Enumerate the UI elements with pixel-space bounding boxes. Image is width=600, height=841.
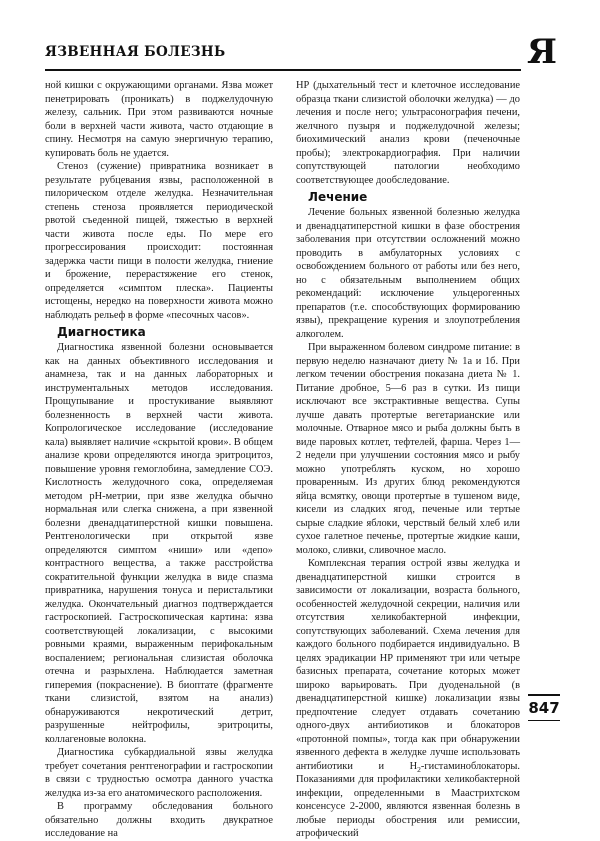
paragraph: Стеноз (сужение) привратника возникает в результате рубцевания язвы, расположенной в пилорическом отделе желудка. Незначительная степень стеноза проявляется периодической рвотой съеденной пищей, тяжестью в верхней части живота после еды. По мере его прогрессирования происходит: постоянная задержка части пищи в полости желудка, гниение и брожение, перерастяжение его стенок, определяется «симптом плеска». Пациенты истощены, нередко на поверхности живота можно наблюдать рельеф в форме «песочных часов». — [45, 161, 273, 321]
section-heading-diagnostics: Диагностика — [57, 325, 146, 339]
page-number-rule-bottom — [528, 720, 560, 722]
left-column — [45, 79, 273, 841]
right-column — [296, 79, 520, 841]
section-letter: Я — [527, 32, 557, 72]
paragraph: НР (дыхательный тест и клеточное исследование образца ткани слизистой оболочки желудка) — до лечения и после него; ультрасонография печени, желчного пузыря и поджелудочной железы; биохимический анализ крови (печеночные пробы); электрокардиография. При наличии сопутствующей патологии необходимо соответствующее дообследование. — [296, 80, 520, 186]
paragraph: В программу обследования больного обязательно должны входить двукратное исследование на — [45, 801, 273, 839]
text-run: Комплексная терапия острой язвы желудка и двенадцатиперстной кишки строится в зависимости от локализации, возраста больного, особенностей желудочной секреции, наличия или отсутствия хеликобактерной инфекции, сопутствующих заболеваний. Схема лечения для каждого больного подбирается индивидуально. В целях эрадикации НР применяют три или четыре базисных препарата, сочетание которых может широко варьировать. При дуоденальной (в двенадцатиперстной кишке) локализации язвы предпочтение следует отдавать сочетанию одного-двух антибиотиков и блокаторов «протонной помпы», тогда как при обнаружении язвенного дефекта в желудке лучше использовать антибиотики и Н — [296, 558, 520, 772]
page-number: 847 — [528, 698, 560, 717]
subscript: 2 — [417, 764, 421, 774]
text-run: -гистаминоблокаторы. Показаниями для профилактики хеликобактерной инфекции, определенными в Маастрихтском консенсусе 2-2000, являются язвенная болезнь в любые периоды обострения или ремиссии, атрофический — [296, 760, 520, 839]
paragraph — [296, 557, 520, 841]
header-rule — [45, 69, 521, 71]
paragraph: ной кишки с окружающими органами. Язва может пенетрировать (проникать) в поджелудочную железу, сальник. При этом развиваются ночные боли в верхней части живота, часто отдающие в спину. Несмотря на самую энергичную терапию, купировать боль не удается. — [45, 80, 273, 159]
running-header-title: ЯЗВЕННАЯ БОЛЕЗНЬ — [45, 44, 226, 60]
paragraph: При выраженном болевом синдроме питание: в первую неделю назначают диету № 1а и 1б. При легком течении обострения показана диета № 1. Питание дробное, 5—6 раз в сутки. Из пищи исключают все экстрактивные вещества. Супы лучше давать протертые вегетарианские или молочные. Отварное мясо и рыба должны быть в виде паровых котлет, тефтелей, фарша. Через 1—2 недели при улучшении состояния мясо и рыбу можно употреблять куском, но хорошо проваренным. Из других блюд рекомендуются яйца всмятку, овощи протертые в тушеном виде, кисели из сладких ягод, печеные или тертые сырые сладкие яблоки, черствый белый хлеб или сухое галетное печенье, протертые жидкие каши, молоко, сливки, сливочное масло. — [296, 342, 520, 556]
paragraph: Диагностика язвенной болезни основывается как на данных объективного исследования и анамнеза, так и на данных лабораторных и инструментальных методов исследования. Прощупывание и простукивание выявляют болезненность в верхней части живота. Копрологическое исследование (исследование кала) выявляет наличие «скрытой крови». В общем анализе крови определяются иногда эритроцитоз, повышение уровня гемоглобина, замедление СОЭ. Кислотность желудочного сока, определяемая методом рН-метрии, при язве желудка обычно нормальная или слегка снижена, а при язвенной болезни двенадцатиперстной кишки повышена. Рентгенологически при открытой язве определяются симптом «ниши» или «депо» контрастного вещества, а также расстройства сократительной функции желудка в виде спазма привратника, нарушения тонуса и перистальтики желудка. Окончательный диагноз подтверждается гастроскопией. Гастроскопическая картина: язва соответствующей локализации, с высокими ровными краями, выраженным перифокальным воспалением; региональная слизистая оболочка отечна и разрыхлена. Наблюдается заметная гиперемия (покраснение). В биоптате (фрагменте ткани слизистой, взятом на анализ) обнаруживаются некротический детрит, разрушенные нейтрофилы, эритроциты, коллагеновые волокна. — [45, 342, 273, 745]
section-heading-treatment: Лечение — [308, 190, 368, 204]
paragraph: Лечение больных язвенной болезнью желудка и двенадцатиперстной кишки в фазе обострения заболевания при отсутствии осложнений можно проводить в амбулаторных условиях с освобождением больного от работы или без него, но с обязательным выполнением общих рекомендаций: исключение ульцерогенных препаратов (т.е. способствующих формированию язвы), прекращение курения и злоупотребления алкоголем. — [296, 207, 520, 340]
page-number-block — [528, 694, 560, 721]
paragraph: Диагностика субкардиальной язвы желудка требует сочетания рентгенографии и гастроскопии в связи с трудностью осмотра данного участка желудка из-за его анатомического расположения. — [45, 747, 273, 799]
